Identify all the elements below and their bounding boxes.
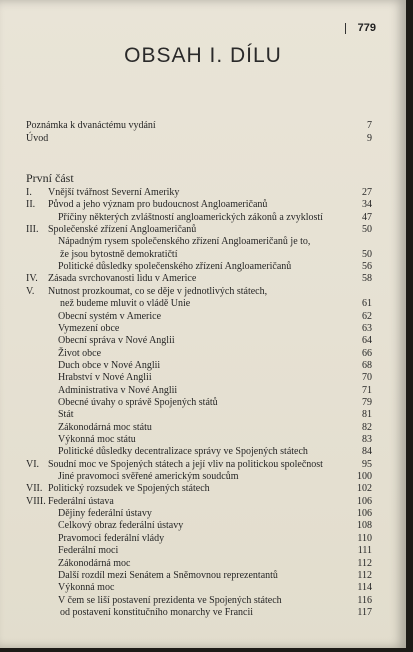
entry-page-number: 9 <box>367 133 372 144</box>
entry-page-number: 83 <box>362 434 372 445</box>
entry-title: Poznámka k dvanáctému vydání <box>26 120 156 131</box>
entry-page-number: 102 <box>357 483 372 495</box>
entry-page-number: 68 <box>362 359 372 371</box>
entry-page-number: 111 <box>357 545 372 557</box>
entry-page-number: 106 <box>357 508 372 520</box>
chapter-number: VII. <box>26 483 43 495</box>
entry-page-number: 106 <box>357 495 372 507</box>
entry-title: Obecné úvahy o správě Spojených států <box>58 396 218 408</box>
entry-page-number: 82 <box>362 421 372 433</box>
entry-title: Původ a jeho význam pro budoucnost Angloameričanů <box>48 199 268 211</box>
section-heading: První část <box>26 171 74 185</box>
entry-page-number: 63 <box>362 322 372 334</box>
entry-title: Zákonodárná moc státu <box>58 421 152 433</box>
entry-page-number: 50 <box>362 224 372 236</box>
entry-page-number: 47 <box>362 211 372 223</box>
entry-page-number: 56 <box>362 261 372 273</box>
entry-page-number: 116 <box>357 594 372 606</box>
entry-title: Administrativa v Nové Anglii <box>58 384 178 396</box>
entry-title: Vnější tvářnost Severní Ameriky <box>48 187 180 198</box>
entry-page-number: 64 <box>362 335 372 347</box>
entry-title: Společenské zřízení Angloameričanů <box>48 224 197 236</box>
entry-page-number: 110 <box>357 532 372 544</box>
entry-page-number: 61 <box>362 298 372 310</box>
entry-title: Obecní systém v Americe <box>58 310 162 322</box>
entry-title: Nutnost prozkoumat, co se děje v jednotlivých státech, <box>48 285 268 297</box>
entry-page-number: 112 <box>357 569 372 581</box>
entry-page-number: 7 <box>367 120 372 131</box>
entry-page-number: 114 <box>357 582 372 594</box>
chapter-number: VIII. <box>26 495 46 507</box>
entry-title: Úvod <box>26 133 49 144</box>
entry-title: Federální ústava <box>48 495 114 507</box>
entry-page-number: 58 <box>362 273 372 285</box>
entry-title: Jiné pravomoci svěřené americkým soudcům <box>58 471 239 483</box>
entry-title: Celkový obraz federální ústavy <box>58 520 184 532</box>
entry-title: Politický rozsudek ve Spojených státech <box>48 483 210 495</box>
entry-title: Nápadným rysem společenského zřízení Angloameričanů je to, <box>58 236 311 248</box>
entry-title: Dějiny federální ústavy <box>58 508 152 520</box>
chapter-number: VI. <box>26 458 40 470</box>
entry-title: Duch obce v Nové Anglii <box>58 359 161 371</box>
entry-page-number: 71 <box>362 384 372 396</box>
entry-title: Hrabství v Nové Anglii <box>58 372 152 384</box>
entry-title: než budeme mluvit o vládě Unie <box>60 298 191 310</box>
entry-title: Výkonná moc <box>58 582 115 594</box>
entry-title: Život obce <box>58 347 102 359</box>
entry-title: Pravomoci federální vlády <box>58 532 165 544</box>
entry-title: Stát <box>58 409 74 421</box>
entry-page-number: 112 <box>357 557 372 569</box>
chapter-number: V. <box>26 285 35 297</box>
entry-title: Další rozdíl mezi Senátem a Sněmovnou reprezentantů <box>58 569 278 581</box>
toc-title: OBSAH I. DÍLU <box>124 44 282 67</box>
entry-title: od postavení konstitučního monarchy ve Francii <box>60 606 254 618</box>
chapter-number: I. <box>26 187 32 198</box>
entry-title: Zásada svrchovanosti lidu v Americe <box>48 273 197 285</box>
entry-title: Vymezení obce <box>58 322 120 334</box>
entry-page-number: 95 <box>362 458 372 470</box>
chapter-number: III. <box>26 224 39 236</box>
entry-page-number: 117 <box>357 606 372 618</box>
entry-title: Výkonná moc státu <box>58 434 136 445</box>
entry-page-number: 66 <box>362 347 372 359</box>
page-number: 779 <box>357 22 376 34</box>
running-header <box>0 22 406 36</box>
entry-title: že jsou bytostně demokratičtí <box>60 248 178 260</box>
entry-page-number: 84 <box>362 446 372 458</box>
entry-page-number: 81 <box>362 409 372 421</box>
entry-page-number: 79 <box>362 396 372 408</box>
entry-page-number: 27 <box>362 187 372 198</box>
entry-title: Politické důsledky společenského zřízení Angloameričanů <box>58 261 292 273</box>
entry-page-number: 62 <box>362 310 372 322</box>
entry-page-number: 34 <box>362 199 372 211</box>
entry-page-number: 50 <box>362 248 372 260</box>
header-separator <box>345 23 346 34</box>
entry-page-number: 100 <box>357 471 372 483</box>
entry-page-number: 108 <box>357 520 372 532</box>
entry-page-number: 70 <box>362 372 372 384</box>
chapter-number: II. <box>26 199 36 211</box>
entry-title: Politické důsledky decentralizace správy ve Spojených státech <box>58 446 308 458</box>
entry-title: Federální moci <box>58 545 119 557</box>
entry-title: V čem se liší postavení prezidenta ve Spojených státech <box>58 594 282 606</box>
entry-title: Obecní správa v Nové Anglii <box>58 335 175 347</box>
entry-title: Zákonodárná moc <box>58 557 131 569</box>
chapter-number: IV. <box>26 273 38 285</box>
entry-title: Příčiny některých zvláštností angloamerických zákonů a zvyklostí <box>58 211 323 223</box>
entry-title: Soudní moc ve Spojených státech a její vliv na politickou společnost <box>48 458 323 470</box>
